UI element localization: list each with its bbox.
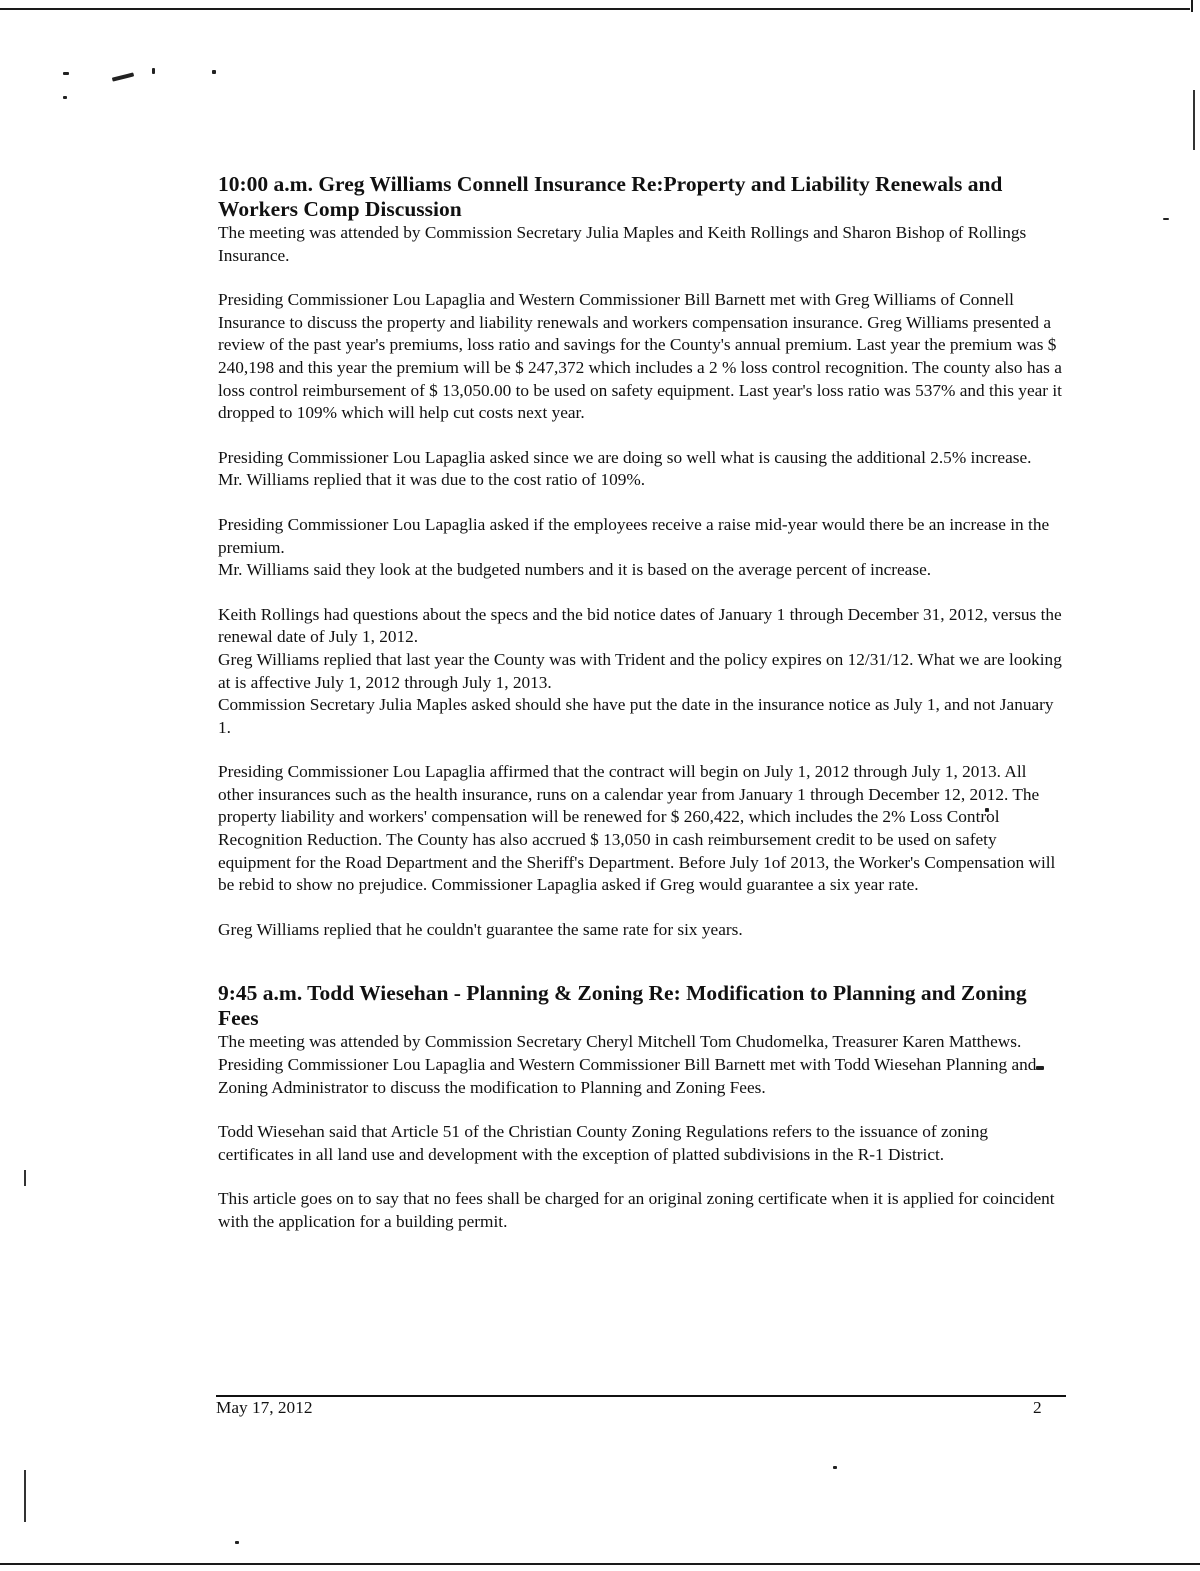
body-paragraph: Presiding Commissioner Lou Lapaglia asked if the employees receive a raise mid-year would there be an increase in the premium. [218, 514, 1050, 557]
body-paragraph: Keith Rollings had questions about the specs and the bid notice dates of January 1 through December 31, 2012, versus the renewal date of July 1, 2012. [218, 604, 1062, 647]
scan-edge-left-mark [24, 1170, 26, 1186]
scan-speck [152, 68, 155, 74]
body-paragraph: Commission Secretary Julia Maples asked should she have put the date in the insurance notice as July 1, and not January 1. [218, 695, 1054, 737]
paragraph-spacer [218, 582, 1066, 604]
footer-date: May 17, 2012 [216, 1398, 313, 1417]
body-paragraph: Mr. Williams said they look at the budgeted numbers and it is based on the average percent of increase. [218, 560, 932, 580]
section-heading: 10:00 a.m. Greg Williams Connell Insurance Re:Property and Liability Renewals and Workers Comp Discussion [218, 172, 1003, 221]
paragraph-spacer [218, 1099, 1066, 1121]
scan-corner-mark [1183, 0, 1193, 12]
body-paragraph: Presiding Commissioner Lou Lapaglia asked since we are doing so well what is causing the additional 2.5% increase. [218, 447, 1032, 467]
document-body [218, 172, 1066, 1234]
paragraph-spacer [218, 492, 1066, 514]
scan-speck [235, 1541, 239, 1544]
body-paragraph: Greg Williams replied that last year the County was with Trident and the policy expires on 12/31/12. What we are looking at is affective July 1, 2012 through July 1, 2013. [218, 649, 1062, 692]
scan-speck [112, 72, 134, 81]
section-heading: 9:45 a.m. Todd Wiesehan - Planning & Zoning Re: Modification to Planning and Zoning Fees [218, 981, 1027, 1031]
paragraph-spacer [218, 267, 1066, 289]
paragraph-spacer [218, 739, 1066, 761]
body-paragraph: Todd Wiesehan said that Article 51 of the Christian County Zoning Regulations refers to the issuance of zoning certificates in all land use and development with the exception of platted subdivisions in the R-1 District. [218, 1122, 988, 1164]
paragraph-spacer [218, 425, 1066, 447]
body-paragraph: This article goes on to say that no fees shall be charged for an original zoning certificate when it is applied for coincident with the application for a building permit. [218, 1189, 1055, 1231]
paragraph-spacer [218, 1166, 1066, 1188]
scan-speck [63, 72, 69, 75]
scan-speck [63, 96, 67, 99]
attendance-paragraph: The meeting was attended by Commission Secretary Julia Maples and Keith Rollings and Sharon Bishop of Rollings Insurance. [218, 223, 1027, 265]
scan-border-bottom [0, 1563, 1200, 1565]
scan-edge-left-mark [24, 1470, 26, 1522]
body-paragraph: Presiding Commissioner Lou Lapaglia and Western Commissioner Bill Barnett met with Todd Wiesehan Planning and Zoning Administrator to discuss the modification to Planning and Zoning Fees. [218, 1055, 1037, 1097]
page-number: 2 [1033, 1398, 1042, 1417]
scan-speck [833, 1466, 837, 1469]
scan-speck [212, 70, 216, 74]
scan-edge-right [1193, 90, 1195, 150]
attendance-paragraph: The meeting was attended by Commission Secretary Cheryl Mitchell Tom Chudomelka, Treasurer Karen Matthews. [218, 1032, 1022, 1052]
body-paragraph: Mr. Williams replied that it was due to the cost ratio of 109%. [218, 470, 646, 490]
body-paragraph: Greg Williams replied that he couldn't guarantee the same rate for six years. [218, 919, 743, 939]
footer-rule [216, 1395, 1066, 1397]
scan-speck [1163, 218, 1169, 220]
body-paragraph: Presiding Commissioner Lou Lapaglia affirmed that the contract will begin on July 1, 2012 through July 1, 2013. All other insurances such as the health insurance, runs on a calendar year from January 1 through December 12, 2012. The property liability and workers' compensation will be renewed for $ 260,422, which includes the 2% Loss Control Recognition Reduction. The County has also accrued $ 13,050 in cash reimbursement credit to be used on safety equipment for the Road Department and the Sheriff's Department. Before July 1of 2013, the Worker's Compensation will be rebid to show no prejudice. Commissioner Lapaglia asked if Greg would guarantee a six year rate. [218, 762, 1056, 895]
section-spacer [218, 941, 1066, 981]
paragraph-spacer [218, 897, 1066, 919]
scan-border-top [0, 8, 1190, 10]
body-paragraph: Presiding Commissioner Lou Lapaglia and Western Commissioner Bill Barnett met with Greg Williams of Connell Insurance to discuss the property and liability renewals and workers compensation insurance. Greg Williams presented a review of the past year's premiums, loss ratio and savings for the County's annual premium. Last year the premium was $ 240,198 and this year the premium will be $ 247,372 which includes a 2 % loss control recognition. The county also has a loss control reimbursement of $ 13,050.00 to be used on safety equipment. Last year's loss ratio was 537% and this year it dropped to 109% which will help cut costs next year. [218, 290, 1062, 423]
